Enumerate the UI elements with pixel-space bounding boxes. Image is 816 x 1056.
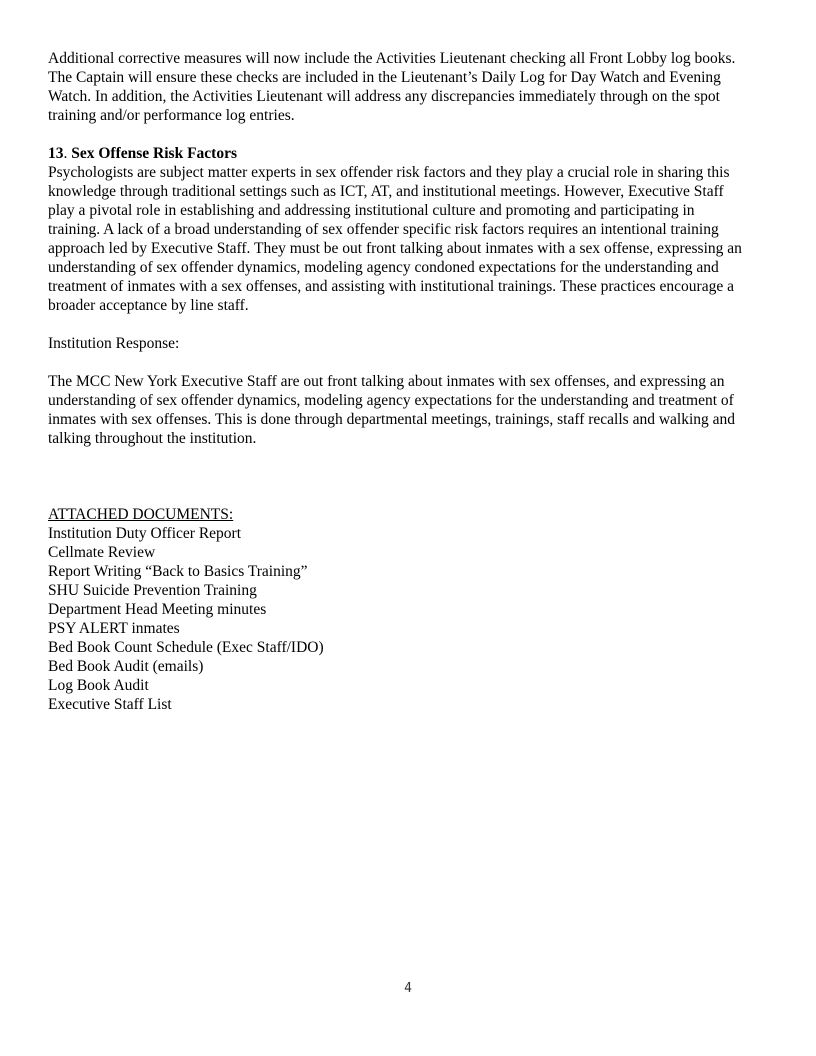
intro-line: training and/or performance log entries. xyxy=(48,107,295,124)
intro-line: The Captain will ensure these checks are included in the Lieutenant’s Daily Log for Day Watch and Evening xyxy=(48,69,721,86)
attachment-item: SHU Suicide Prevention Training xyxy=(48,582,257,599)
attachments-list xyxy=(48,524,770,714)
attachment-item: Cellmate Review xyxy=(48,544,156,561)
attachments-heading: ATTACHED DOCUMENTS: xyxy=(48,506,234,523)
section-body-line: approach led by Executive Staff. They must be out front talking about inmates with a sex offense, expressing an xyxy=(48,240,742,257)
section-body xyxy=(48,163,770,315)
section-separator: . xyxy=(63,145,72,162)
response-paragraph xyxy=(48,372,770,448)
intro-paragraph xyxy=(48,49,770,125)
section-body-line: understanding of sex offender dynamics, modeling agency condoned expectations for the understanding and xyxy=(48,259,719,276)
section-heading xyxy=(48,144,770,163)
attachment-item: Bed Book Audit (emails) xyxy=(48,658,204,675)
spacer xyxy=(48,448,770,505)
attachment-item: Log Book Audit xyxy=(48,677,149,694)
intro-line: Additional corrective measures will now include the Activities Lieutenant checking all Front Lobby log books. xyxy=(48,50,736,67)
section-number: 13 xyxy=(48,145,64,162)
response-line: talking throughout the institution. xyxy=(48,430,257,447)
section-body-line: broader acceptance by line staff. xyxy=(48,297,249,314)
page-number: 4 xyxy=(404,981,412,996)
response-line: inmates with sex offenses. This is done through departmental meetings, trainings, staff recalls and walking and xyxy=(48,411,736,428)
section-body-line: Psychologists are subject matter experts in sex offender risk factors and they play a crucial role in sharing this xyxy=(48,164,730,181)
attachment-item: Report Writing “Back to Basics Training” xyxy=(48,563,308,580)
attachment-item: PSY ALERT inmates xyxy=(48,620,180,637)
intro-line: Watch. In addition, the Activities Lieutenant will address any discrepancies immediately through on the spot xyxy=(48,88,720,105)
section-body-line: knowledge through traditional settings such as ICT, AT, and institutional meetings. However, Executive Staff xyxy=(48,183,724,200)
section-body-line: training. A lack of a broad understanding of sex offender specific risk factors requires an intentional training xyxy=(48,221,719,238)
document-page xyxy=(48,49,770,714)
spacer xyxy=(48,315,770,334)
response-line: understanding of sex offender dynamics, modeling agency expectations for the understanding and treatment of xyxy=(48,392,734,409)
attachment-item: Bed Book Count Schedule (Exec Staff/IDO) xyxy=(48,639,324,656)
section-body-line: play a pivotal role in establishing and addressing institutional culture and promoting and participating in xyxy=(48,202,695,219)
spacer xyxy=(48,125,770,144)
section-body-line: treatment of inmates with a sex offenses, and assisting with institutional trainings. These practices encourage a xyxy=(48,278,734,295)
section-title: Sex Offense Risk Factors xyxy=(71,145,237,162)
spacer xyxy=(48,353,770,372)
response-line: The MCC New York Executive Staff are out front talking about inmates with sex offenses, and expressing an xyxy=(48,373,725,390)
attachment-item: Institution Duty Officer Report xyxy=(48,525,242,542)
attachment-item: Executive Staff List xyxy=(48,696,172,713)
attachment-item: Department Head Meeting minutes xyxy=(48,601,267,618)
response-label: Institution Response: xyxy=(48,335,180,352)
